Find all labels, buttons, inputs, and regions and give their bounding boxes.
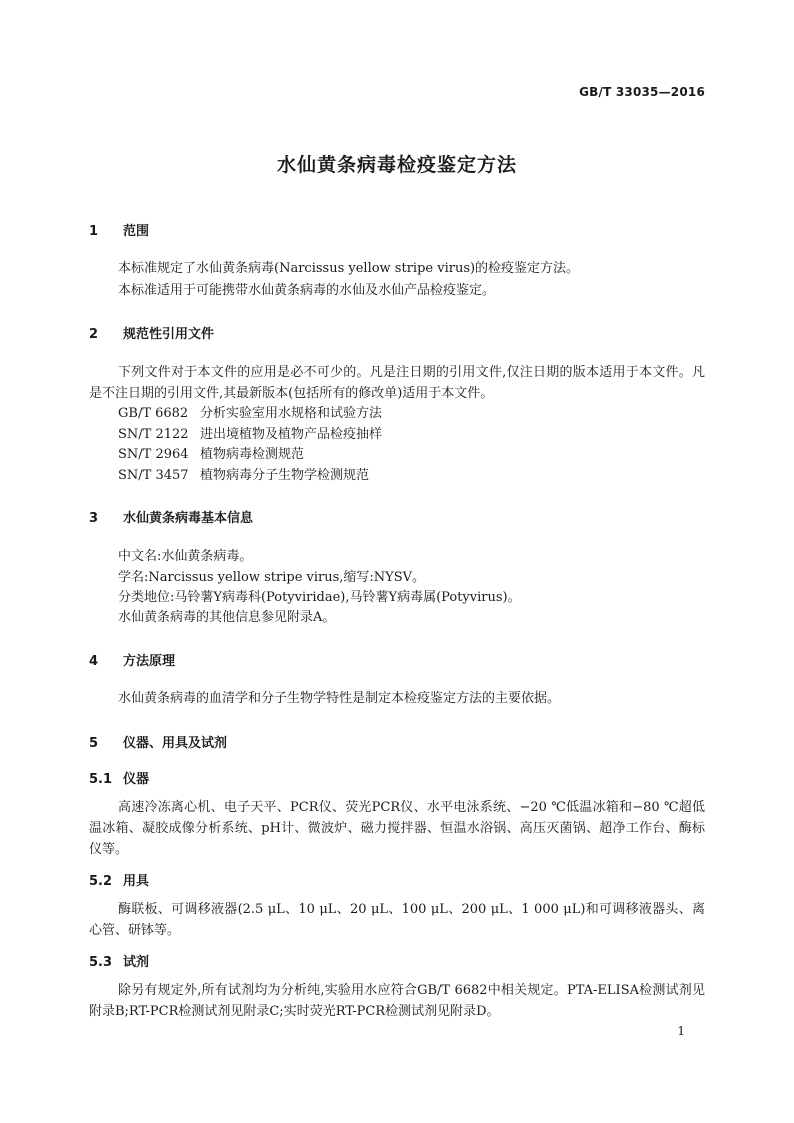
reference-title: 进出境植物及植物产品检疫抽样 (200, 427, 383, 442)
section-number: 5.1 (89, 772, 113, 787)
reference-title: 分析实验室用水规格和试验方法 (200, 406, 383, 421)
paragraph: 学名:Narcissus yellow stripe virus,缩写:NYSV。 (118, 570, 426, 585)
normative-reference (118, 403, 382, 424)
section-number: 5 (89, 736, 99, 751)
section-number: 2 (89, 327, 99, 342)
reference-title: 植物病毒检测规范 (200, 447, 305, 462)
section-title: 方法原理 (123, 654, 176, 669)
reference-code: SN/T 2122 (118, 427, 189, 442)
subsection-5-1-heading (89, 768, 149, 787)
document-title: 水仙黄条病毒检疫鉴定方法 (276, 154, 517, 176)
section-2-heading (89, 323, 214, 342)
paragraph: 中文名:水仙黄条病毒。 (118, 549, 253, 564)
section-number: 5.3 (89, 955, 113, 970)
reference-title: 植物病毒分子生物学检测规范 (200, 468, 370, 483)
section-title: 仪器、用具及试剂 (123, 736, 228, 751)
section-5-heading (89, 732, 227, 751)
paragraph: 水仙黄条病毒的其他信息参见附录A。 (118, 610, 336, 625)
section-1-heading (89, 220, 149, 239)
paragraph: 分类地位:马铃薯Y病毒科(Potyviridae),马铃薯Y病毒属(Potyvirus)。 (118, 590, 521, 605)
section-title: 仪器 (123, 772, 150, 787)
subsection-5-3-heading (89, 951, 149, 970)
paragraph: 本标准适用于可能携带水仙黄条病毒的水仙及水仙产品检疫鉴定。 (118, 283, 496, 298)
section-title: 水仙黄条病毒基本信息 (123, 511, 254, 526)
paragraph: 本标准规定了水仙黄条病毒(Narcissus yellow stripe virus)的检疫鉴定方法。 (118, 261, 580, 276)
section-number: 1 (89, 224, 99, 239)
paragraph: 酶联板、可调移液器(2.5 μL、10 μL、20 μL、100 μL、200 μL、1 000 μL)和可调移液器头、离心管、研钵等。 (89, 902, 705, 938)
normative-reference (118, 424, 382, 445)
section-number: 5.2 (89, 874, 113, 889)
paragraph: 水仙黄条病毒的血清学和分子生物学特性是制定本检疫鉴定方法的主要依据。 (118, 691, 561, 706)
section-3-heading (89, 507, 253, 526)
paragraph: 除另有规定外,所有试剂均为分析纯,实验用水应符合GB/T 6682中相关规定。PTA-ELISA检测试剂见附录B;RT-PCR检测试剂见附录C;实时荧光RT-PCR检测试剂见附录D。 (89, 983, 705, 1019)
normative-reference (118, 465, 369, 486)
paragraph: 下列文件对于本文件的应用是必不可少的。凡是注日期的引用文件,仅注日期的版本适用于本文件。凡是不注日期的引用文件,其最新版本(包括所有的修改单)适用于本文件。 (89, 365, 705, 401)
reference-code: GB/T 6682 (118, 406, 189, 421)
section-number: 3 (89, 511, 99, 526)
reference-code: SN/T 2964 (118, 447, 189, 462)
paragraph: 高速冷冻离心机、电子天平、PCR仪、荧光PCR仪、水平电泳系统、−20 ℃低温冰箱和−80 ℃超低温冰箱、凝胶成像分析系统、pH计、微波炉、磁力搅拌器、恒温水浴锅、高压灭菌锅、超净工作台、酶标仪等。 (89, 800, 705, 857)
section-title: 用具 (123, 874, 150, 889)
normative-reference (118, 444, 304, 465)
page-number: 1 (677, 1024, 685, 1038)
subsection-5-2-heading (89, 870, 149, 889)
section-number: 4 (89, 654, 99, 669)
standard-number: GB/T 33035—2016 (579, 85, 705, 99)
section-title: 范围 (123, 224, 150, 239)
section-4-heading (89, 650, 175, 669)
reference-code: SN/T 3457 (118, 468, 189, 483)
section-title: 规范性引用文件 (123, 327, 215, 342)
section-title: 试剂 (123, 955, 150, 970)
